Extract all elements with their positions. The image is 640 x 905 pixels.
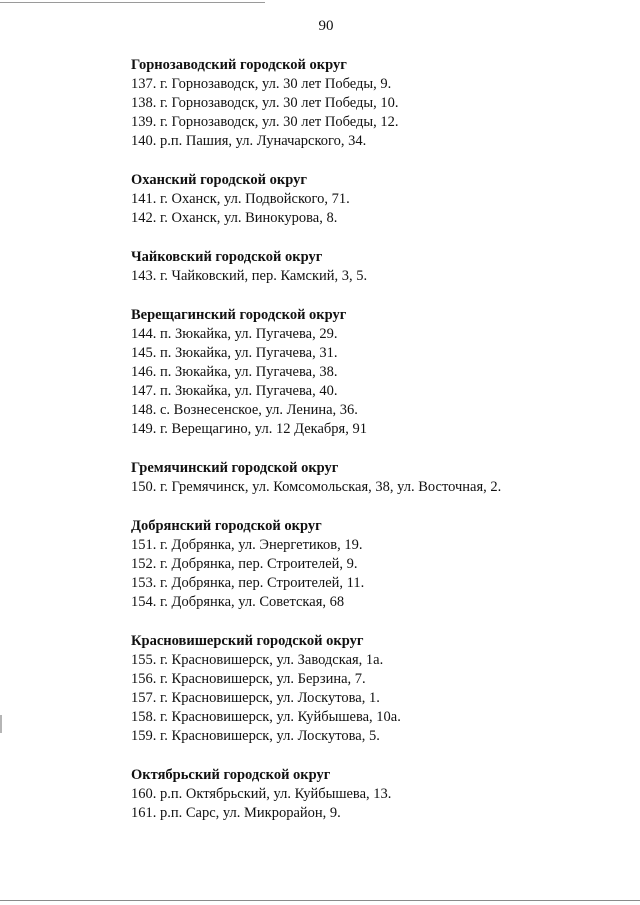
address-item: 156. г. Красновишерск, ул. Берзина, 7. bbox=[131, 671, 366, 687]
address-item: 148. с. Вознесенское, ул. Ленина, 36. bbox=[131, 402, 358, 418]
address-item: 150. г. Гремячинск, ул. Комсомольская, 38, ул. Восточная, 2. bbox=[131, 479, 502, 495]
district-title: Горнозаводский городской округ bbox=[131, 57, 347, 73]
address-item: 155. г. Красновишерск, ул. Заводская, 1а. bbox=[131, 652, 384, 668]
address-item: 153. г. Добрянка, пер. Строителей, 11. bbox=[131, 575, 365, 591]
address-item: 159. г. Красновишерск, ул. Лоскутова, 5. bbox=[131, 728, 380, 744]
scan-edge-bottom bbox=[0, 900, 640, 901]
address-item: 149. г. Верещагино, ул. 12 Декабря, 91 bbox=[131, 421, 367, 437]
district-title: Чайковский городской округ bbox=[131, 249, 323, 265]
district-title: Оханский городской округ bbox=[131, 172, 307, 188]
district-title: Красновишерский городской округ bbox=[131, 633, 364, 649]
district-section bbox=[131, 56, 621, 151]
address-item: 138. г. Горнозаводск, ул. 30 лет Победы, 10. bbox=[131, 95, 399, 111]
address-item: 154. г. Добрянка, ул. Советская, 68 bbox=[131, 594, 345, 610]
page-number: 90 bbox=[318, 18, 334, 34]
address-item: 152. г. Добрянка, пер. Строителей, 9. bbox=[131, 556, 358, 572]
address-item: 143. г. Чайковский, пер. Камский, 3, 5. bbox=[131, 268, 368, 284]
address-item: 158. г. Красновишерск, ул. Куйбышева, 10а. bbox=[131, 709, 401, 725]
district-section bbox=[131, 632, 621, 746]
address-item: 146. п. Зюкайка, ул. Пугачева, 38. bbox=[131, 364, 338, 380]
district-title: Гремячинский городской округ bbox=[131, 460, 339, 476]
address-item: 141. г. Оханск, ул. Подвойского, 71. bbox=[131, 191, 350, 207]
district-section bbox=[131, 517, 621, 612]
district-section bbox=[131, 248, 621, 286]
address-item: 157. г. Красновишерск, ул. Лоскутова, 1. bbox=[131, 690, 380, 706]
district-title: Добрянский городской округ bbox=[131, 518, 322, 534]
district-title: Верещагинский городской округ bbox=[131, 307, 347, 323]
district-section bbox=[131, 766, 621, 823]
scan-mark-left bbox=[0, 715, 2, 733]
address-item: 160. р.п. Октябрьский, ул. Куйбышева, 13. bbox=[131, 786, 392, 802]
address-item: 147. п. Зюкайка, ул. Пугачева, 40. bbox=[131, 383, 338, 399]
address-item: 139. г. Горнозаводск, ул. 30 лет Победы, 12. bbox=[131, 114, 399, 130]
scan-edge-top bbox=[0, 2, 265, 3]
district-section bbox=[131, 171, 621, 228]
address-item: 144. п. Зюкайка, ул. Пугачева, 29. bbox=[131, 326, 338, 342]
address-item: 161. р.п. Сарс, ул. Микрорайон, 9. bbox=[131, 805, 341, 821]
address-item: 151. г. Добрянка, ул. Энергетиков, 19. bbox=[131, 537, 363, 553]
document-body bbox=[131, 56, 621, 843]
address-item: 140. р.п. Пашия, ул. Луначарского, 34. bbox=[131, 133, 367, 149]
address-item: 142. г. Оханск, ул. Винокурова, 8. bbox=[131, 210, 338, 226]
district-section bbox=[131, 459, 621, 497]
district-section bbox=[131, 306, 621, 439]
address-item: 145. п. Зюкайка, ул. Пугачева, 31. bbox=[131, 345, 338, 361]
district-title: Октябрьский городской округ bbox=[131, 767, 331, 783]
address-item: 137. г. Горнозаводск, ул. 30 лет Победы, 9. bbox=[131, 76, 392, 92]
